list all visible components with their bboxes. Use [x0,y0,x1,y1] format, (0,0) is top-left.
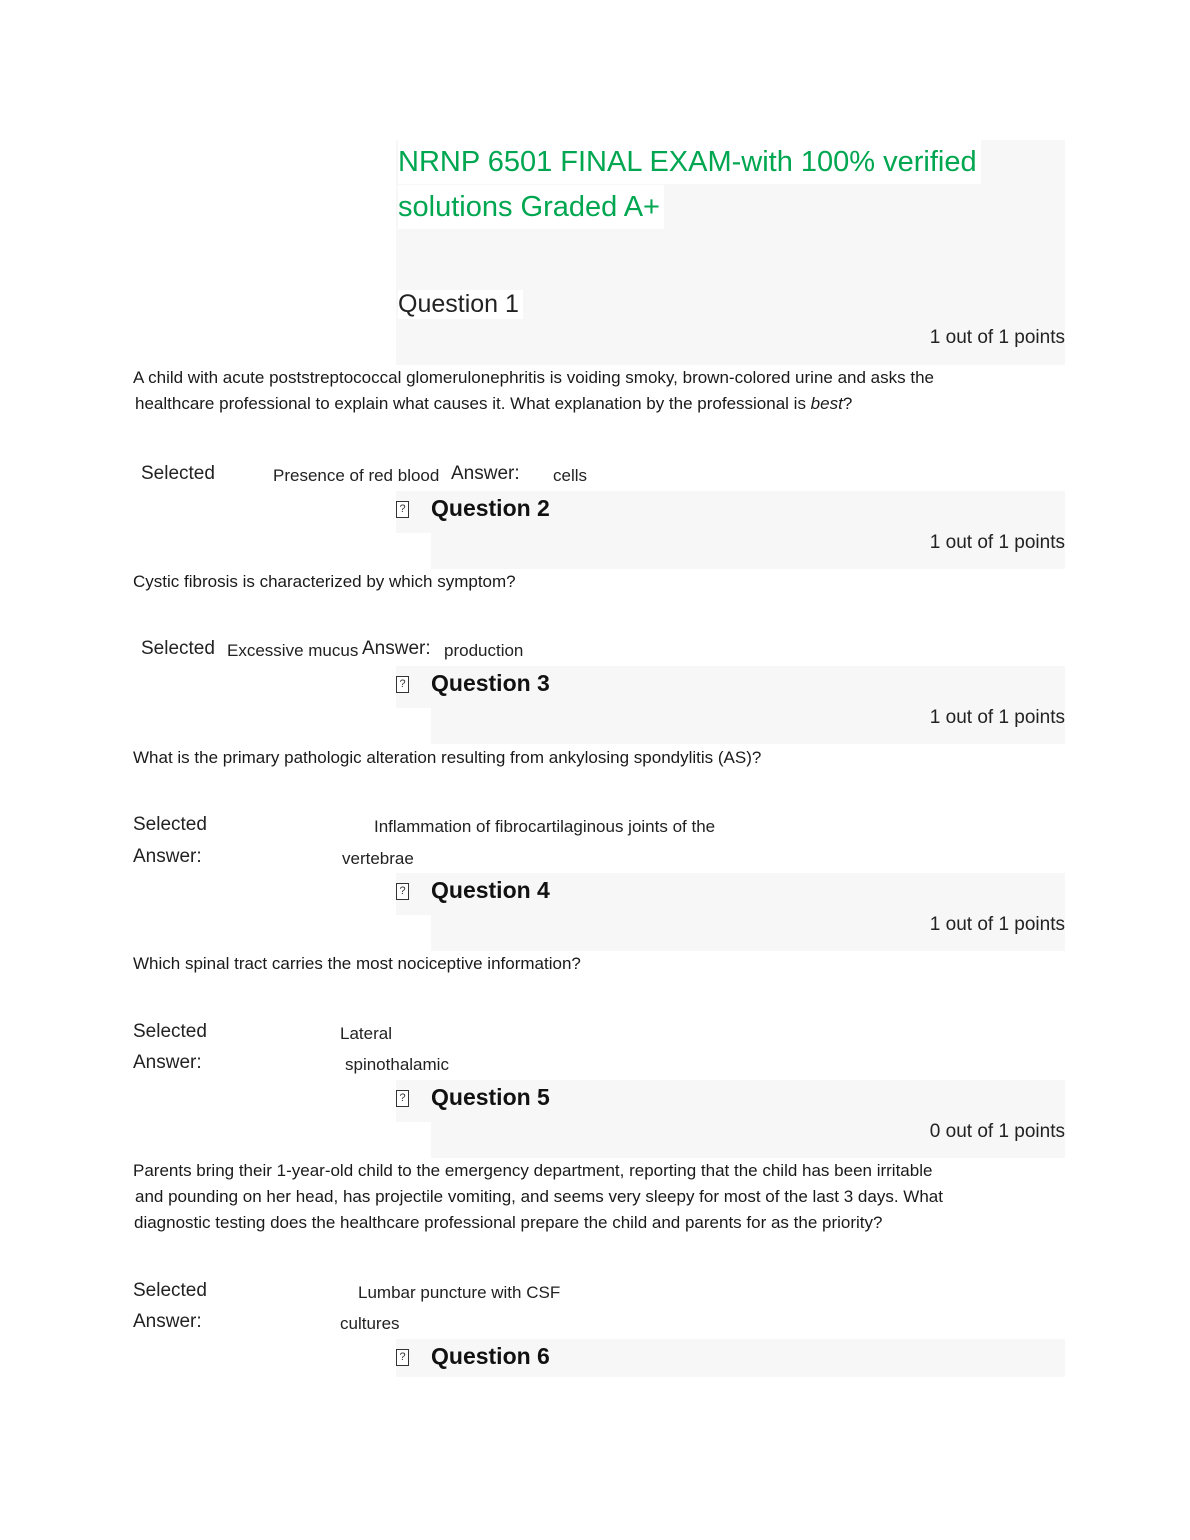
question-6-heading: Question 6 [431,1343,550,1369]
question-6-status-icon: ? [396,1349,409,1366]
question-5-status-icon: ? [396,1090,409,1107]
question-2-heading: Question 2 [431,495,550,521]
question-2-answer-part-1: Excessive mucus [227,641,359,660]
question-3-answer-part-2: vertebrae [342,849,414,868]
question-3-answer-part-1: Inflammation of fibrocartilaginous joints of the [374,817,716,836]
question-4-points: 1 out of 1 points [929,914,1065,935]
question-3-text: What is the primary pathologic alteration resulting from ankylosing spondylitis (AS)? [133,748,762,767]
question-4-heading: Question 4 [431,877,550,903]
question-1-text-line-1: A child with acute poststreptococcal glomerulonephritis is voiding smoky, brown-colored urine and asks the [133,368,934,387]
question-5-points: 0 out of 1 points [929,1121,1065,1142]
document-title-line-2: solutions Graded A+ [398,185,664,229]
question-3-points: 1 out of 1 points [929,707,1065,728]
question-5-text-line-1: Parents bring their 1-year-old child to the emergency department, reporting that the child has been irritable [133,1161,933,1180]
question-4-answer-part-1: Lateral [340,1024,392,1043]
question-1-text-line-2 [135,391,852,417]
question-3-status-icon: ? [396,676,409,693]
question-4-selected-label: Selected [133,1021,207,1042]
question-2-answer-part-2: production [444,641,524,660]
question-4-status-icon: ? [396,883,409,900]
question-5-selected-label: Selected [133,1280,207,1301]
question-2-answer-label: Answer: [362,638,431,659]
question-5-heading: Question 5 [431,1084,550,1110]
question-1-text-emphasis: best [810,394,843,413]
question-3-selected-label: Selected [133,814,207,835]
question-1-text-line-2-end: ? [842,394,853,413]
question-5-text-line-3: diagnostic testing does the healthcare professional prepare the child and parents for as the priority? [134,1213,883,1232]
question-2-status-icon: ? [396,501,409,518]
question-2-selected-label: Selected [141,638,215,659]
question-1-selected-label: Selected [141,463,215,484]
question-4-text: Which spinal tract carries the most nociceptive information? [133,954,581,973]
question-1-answer-part-1: Presence of red blood [273,466,440,485]
question-5-answer-label: Answer: [133,1311,202,1332]
question-5-text-line-2: and pounding on her head, has projectile vomiting, and seems very sleepy for most of the last 3 days. What [135,1187,943,1206]
question-4-answer-label: Answer: [133,1052,202,1073]
question-1-answer-label: Answer: [451,463,520,484]
question-3-answer-label: Answer: [133,846,202,867]
question-5-answer-part-2: cultures [340,1314,400,1333]
question-1-text-line-2-start: healthcare professional to explain what causes it. What explanation by the professional is [135,394,811,413]
question-2-text: Cystic fibrosis is characterized by which symptom? [133,572,516,591]
question-1-points: 1 out of 1 points [929,327,1065,348]
question-2-points: 1 out of 1 points [929,532,1065,553]
question-1-answer-part-2: cells [553,466,588,485]
question-3-heading: Question 3 [431,670,550,696]
question-5-answer-part-1: Lumbar puncture with CSF [358,1283,561,1302]
question-4-answer-part-2: spinothalamic [345,1055,449,1074]
document-title-line-1: NRNP 6501 FINAL EXAM-with 100% verified [398,140,981,184]
question-1-heading: Question 1 [398,290,523,319]
